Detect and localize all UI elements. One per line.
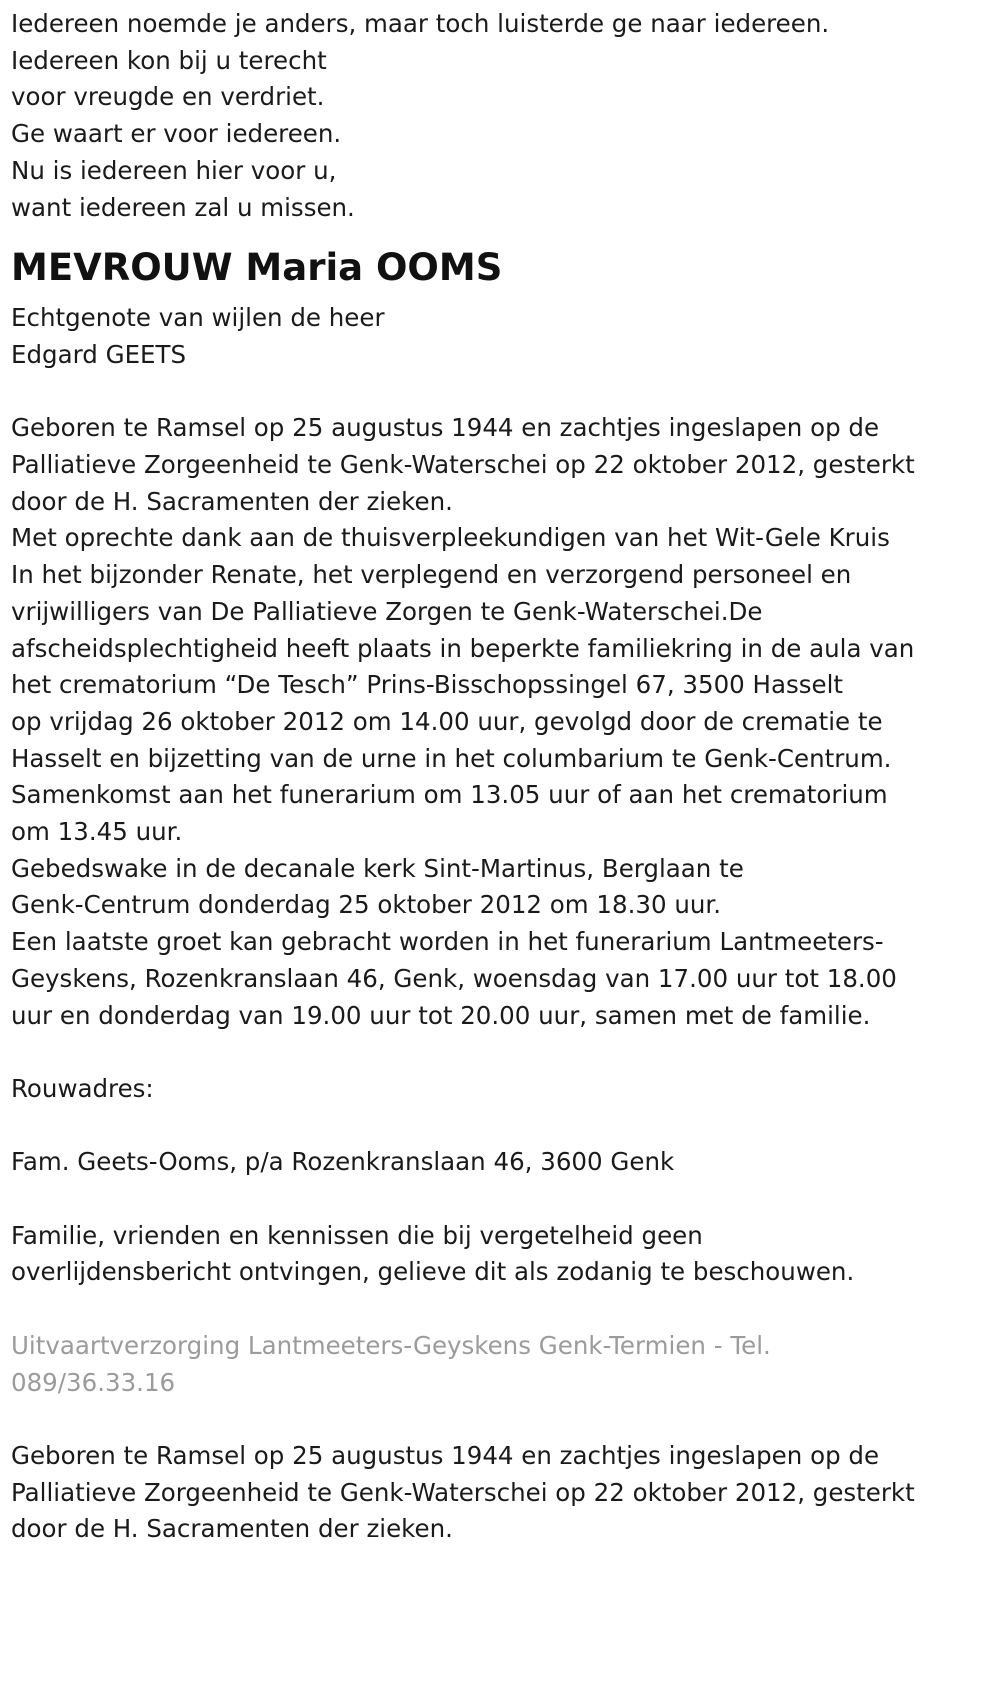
- poem-line: voor vreugde en verdriet.: [11, 82, 325, 112]
- announcement-line: Palliatieve Zorgeenheid te Genk-Waterschei op 22 oktober 2012, gesterkt: [11, 450, 915, 480]
- spacer: [11, 374, 991, 411]
- spacer: [11, 1034, 991, 1071]
- funeral-director-line: 089/36.33.16: [11, 1367, 176, 1397]
- announcement-line: om 13.45 uur.: [11, 817, 183, 847]
- repeat-announcement: [11, 1438, 991, 1548]
- spacer: [11, 1181, 991, 1218]
- obituary-document: [11, 6, 991, 1548]
- repeat-line: Geboren te Ramsel op 25 augustus 1944 en zachtjes ingeslapen op de: [11, 1440, 880, 1470]
- announcement-line: afscheidsplechtigheid heeft plaats in beperkte familiekring in de aula van: [11, 633, 915, 663]
- announcement-line: Gebedswake in de decanale kerk Sint-Martinus, Berglaan te: [11, 853, 744, 883]
- announcement-line: Geyskens, Rozenkranslaan 46, Genk, woensdag van 17.00 uur tot 18.00: [11, 963, 897, 993]
- notice-line: Familie, vrienden en kennissen die bij vergetelheid geen: [11, 1220, 703, 1250]
- announcement-line: Met oprechte dank aan de thuisverpleekundigen van het Wit-Gele Kruis: [11, 523, 890, 553]
- mourning-address-label: Rouwadres:: [11, 1073, 154, 1103]
- announcement-line: Genk-Centrum donderdag 25 oktober 2012 om 18.30 uur.: [11, 890, 722, 920]
- spouse-info: [11, 300, 991, 373]
- announcement-line: Samenkomst aan het funerarium om 13.05 uur of aan het crematorium: [11, 780, 888, 810]
- poem-line: Iedereen kon bij u terecht: [11, 45, 327, 75]
- repeat-line: door de H. Sacramenten der zieken.: [11, 1514, 453, 1544]
- announcement-line: In het bijzonder Renate, het verplegend en verzorgend personeel en: [11, 560, 852, 590]
- notice-line: overlijdensbericht ontvingen, gelieve dit als zodanig te beschouwen.: [11, 1257, 855, 1287]
- poem-line: Iedereen noemde je anders, maar toch luisterde ge naar iedereen.: [11, 9, 830, 38]
- announcement-line: Hasselt en bijzetting van de urne in het columbarium te Genk-Centrum.: [11, 743, 892, 773]
- funeral-director: [11, 1328, 991, 1401]
- poem: [11, 6, 991, 226]
- funeral-director-line: Uitvaartverzorging Lantmeeters-Geyskens Genk-Termien - Tel.: [11, 1330, 771, 1360]
- spacer: [11, 1291, 991, 1328]
- spacer: [11, 1108, 991, 1145]
- deceased-name: MEVROUW Maria OOMS: [11, 246, 503, 290]
- poem-line: want iedereen zal u missen.: [11, 192, 355, 222]
- spacer: [11, 1401, 991, 1438]
- announcement-line: vrijwilligers van De Palliatieve Zorgen te Genk-Waterschei.De: [11, 596, 763, 626]
- poem-line: Nu is iedereen hier voor u,: [11, 155, 337, 185]
- announcement-line: door de H. Sacramenten der zieken.: [11, 486, 453, 516]
- mourning-address: Fam. Geets-Ooms, p/a Rozenkranslaan 46, 3600 Genk: [11, 1147, 675, 1177]
- repeat-line: Palliatieve Zorgeenheid te Genk-Waterschei op 22 oktober 2012, gesterkt: [11, 1477, 915, 1507]
- announcement-line: Een laatste groet kan gebracht worden in het funerarium Lantmeeters-: [11, 927, 884, 957]
- spouse-line: Edgard GEETS: [11, 339, 187, 369]
- announcement-line: uur en donderdag van 19.00 uur tot 20.00 uur, samen met de familie.: [11, 1000, 871, 1030]
- announcement-line: Geboren te Ramsel op 25 augustus 1944 en zachtjes ingeslapen op de: [11, 413, 880, 443]
- announcement-line: het crematorium “De Tesch” Prins-Bisschopssingel 67, 3500 Hasselt: [11, 670, 843, 700]
- spouse-line: Echtgenote van wijlen de heer: [11, 303, 385, 333]
- poem-line: Ge waart er voor iedereen.: [11, 119, 342, 149]
- notice-text: [11, 1218, 991, 1291]
- announcement-text: [11, 410, 991, 1034]
- announcement-line: op vrijdag 26 oktober 2012 om 14.00 uur, gevolgd door de crematie te: [11, 706, 883, 736]
